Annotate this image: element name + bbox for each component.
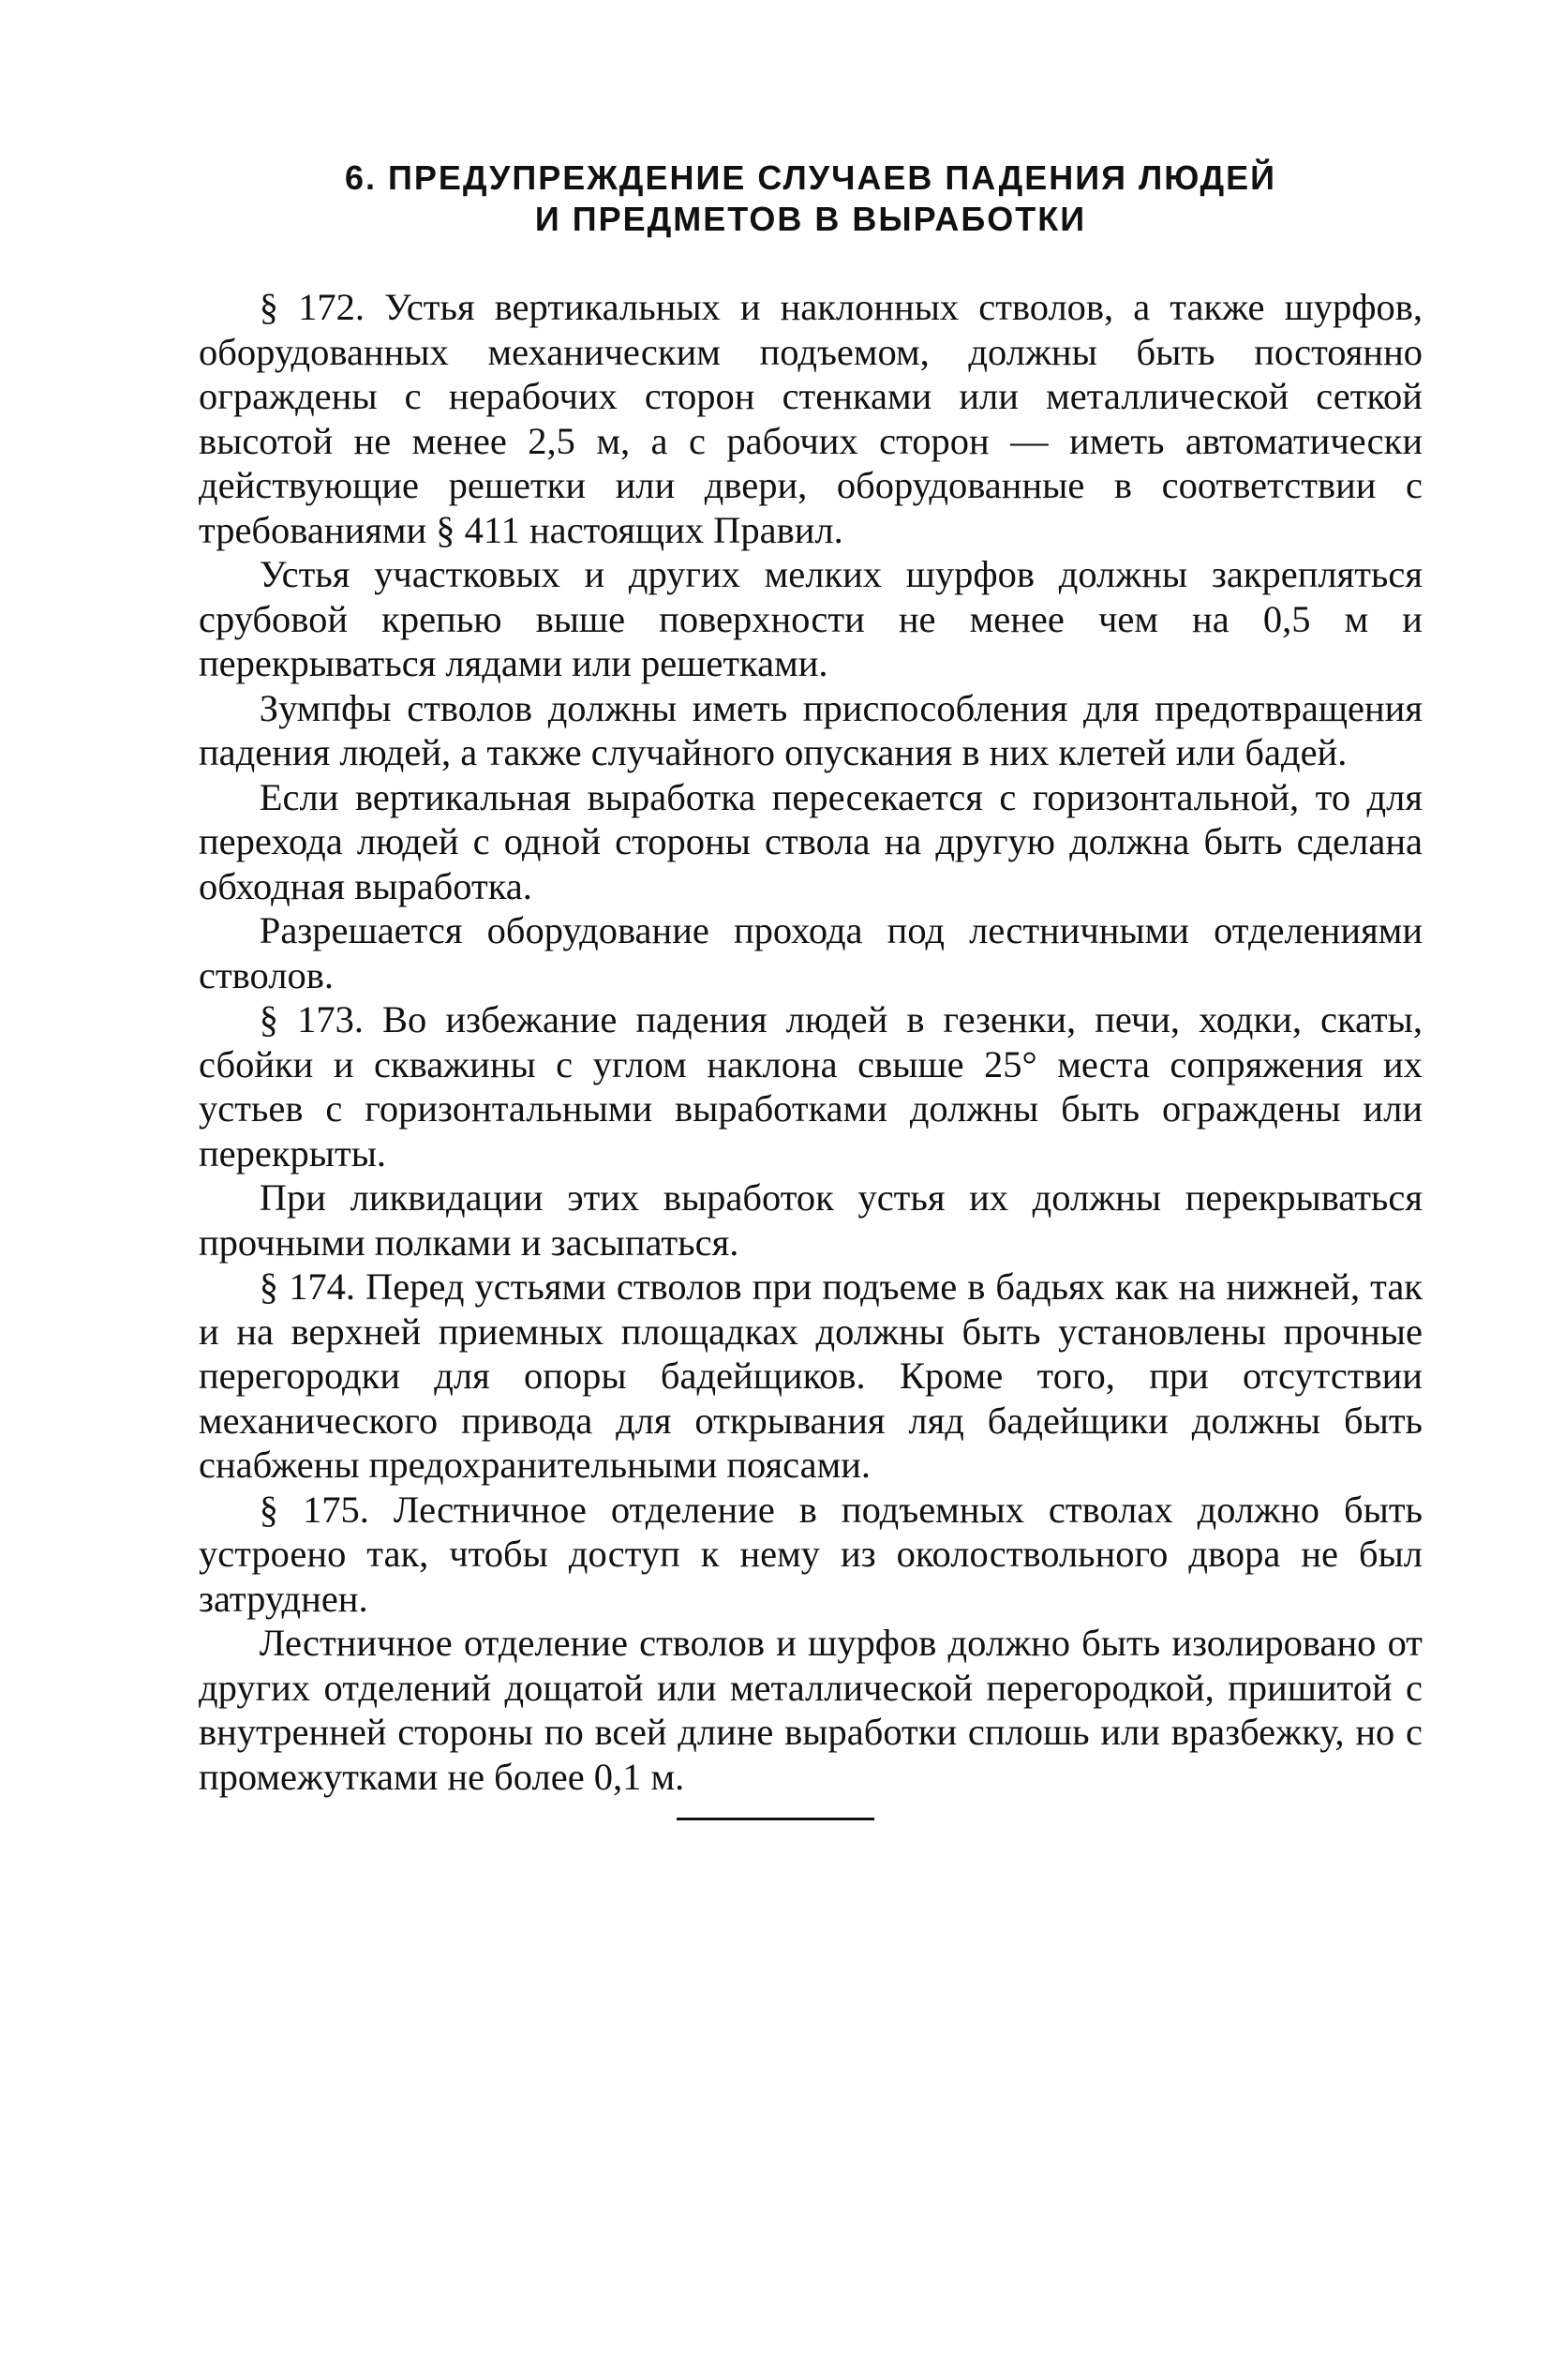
paragraph-173: § 173. Во избежание падения людей в гезенки, печи, ходки, скаты, сбойки и скважины с углом наклона свыше 25° места сопряжения их устьев с горизонтальными выработками должны быть ограждены или перекрыты. xyxy=(199,998,1423,1175)
paragraph-ladder-isolation: Лестничное отделение стволов и шурфов должно быть изолировано от других отделений дощатой или металлической перегородкой, пришитой с внутренней стороны по всей длине выработки сплошь или вразбежку, но с промежутками не более 0,1 м. xyxy=(199,1622,1423,1798)
paragraph-172: § 172. Устья вертикальных и наклонных стволов, а также шурфов, оборудованных механическим подъемом, должны быть постоянно ограждены с нерабочих сторон стенками или металлической сеткой высотой не менее 2,5 м, а с рабочих сторон — иметь автоматически действующие решетки или двери, оборудованные в соответствии с требованиями § 411 настоящих Правил. xyxy=(199,286,1423,551)
paragraph-shurf-mouths: Устья участковых и других мелких шурфов должны закрепляться срубовой крепью выше поверхности не менее чем на 0,5 м и перекрываться лядами или решетками. xyxy=(199,553,1423,684)
paragraph-liquidation: При ликвидации этих выработок устья их должны перекрываться прочными полками и засыпаться. xyxy=(199,1176,1423,1264)
paragraph-passage: Разрешается оборудование прохода под лестничными отделениями стволов. xyxy=(199,909,1423,996)
section-heading xyxy=(199,157,1423,240)
paragraph-sumps: Зумпфы стволов должны иметь приспособления для предотвращения падения людей, а также случайного опускания в них клетей или бадей. xyxy=(199,686,1423,773)
paragraph-174: § 174. Перед устьями стволов при подъеме в бадьях как на нижней, так и на верхней приемных площадках должны быть установлены прочные перегородки для опоры бадейщиков. Кроме того, при отсутствии механического привода для открывания ляд бадейщики должны быть снабжены предохранительными поясами. xyxy=(199,1265,1423,1486)
heading-line-2: И ПРЕДМЕТОВ В ВЫРАБОТКИ xyxy=(534,200,1087,238)
section-end-rule xyxy=(677,1818,874,1820)
paragraph-bypass: Если вертикальная выработка пересекается с горизонтальной, то для перехода людей с одной стороны ствола на другую должна быть сделана обходная выработка. xyxy=(199,775,1423,907)
heading-line-1: 6. ПРЕДУПРЕЖДЕНИЕ СЛУЧАЕВ ПАДЕНИЯ ЛЮДЕЙ xyxy=(344,158,1277,197)
document-page xyxy=(199,157,1423,1799)
paragraph-175: § 175. Лестничное отделение в подъемных стволах должно быть устроено так, чтобы доступ к нему из околоствольного двора не был затруднен. xyxy=(199,1488,1423,1620)
